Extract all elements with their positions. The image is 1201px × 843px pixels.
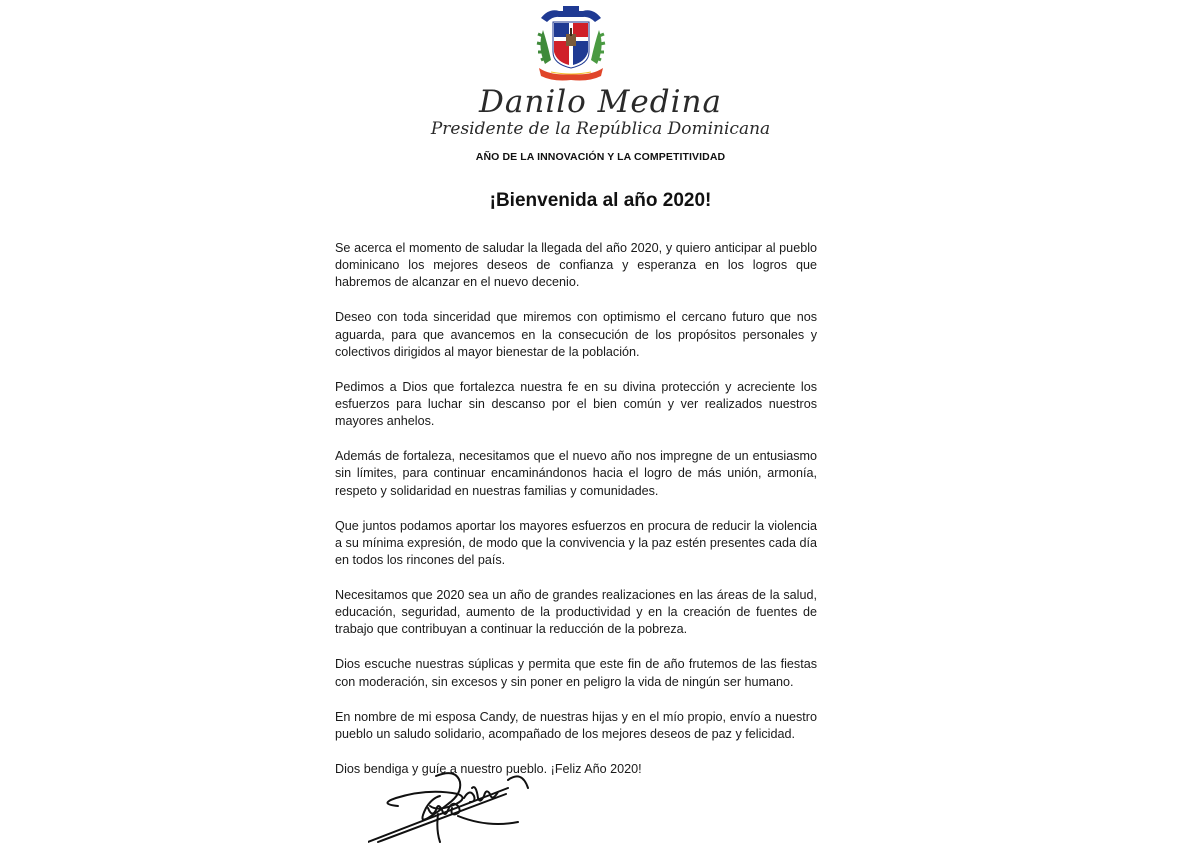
letterhead-title: Presidente de la República Dominicana xyxy=(430,119,771,139)
paragraph: Dios escuche nuestras súplicas y permita que este fin de año frutemos de las fiestas con moderación, sin excesos y sin poner en peligro la vida de ningún ser humano. xyxy=(335,657,817,689)
coat-of-arms-icon xyxy=(531,2,611,82)
paragraph: Necesitamos que 2020 sea un año de grandes realizaciones en las áreas de la salud, educación, seguridad, aumento de la productividad y en la creación de fuentes de trabajo que contribuyan a continuar la reducción de la pobreza. xyxy=(335,588,817,637)
paragraph: Pedimos a Dios que fortalezca nuestra fe en su divina protección y acreciente los esfuerzos para luchar sin descanso por el bien común y ver realizados nuestros mayores anhelos. xyxy=(335,379,817,429)
paragraph: En nombre de mi esposa Candy, de nuestras hijas y en el mío propio, envío a nuestro pueblo un saludo solidario, acompañado de los mejores deseos de paz y felicidad. xyxy=(335,709,817,741)
letterhead-name: Danilo Medina xyxy=(479,84,722,120)
closing-line: Dios bendiga y guíe a nuestro pueblo. ¡Feliz Año 2020! xyxy=(335,761,642,776)
letter-heading: ¡Bienvenida al año 2020! xyxy=(489,190,712,211)
signature-icon xyxy=(368,758,548,843)
paragraph: Se acerca el momento de saludar la llegada del año 2020, y quiero anticipar al pueblo dominicano los mejores deseos de confianza y esperanza en los logros que habremos de alcanzar en el nuevo decenio. xyxy=(335,241,817,290)
letter-body xyxy=(335,240,817,796)
paragraph: Además de fortaleza, necesitamos que el nuevo año nos impregne de un entusiasmo sin límites, para continuar encaminándonos hacia el logro de más unión, armonía, respeto y solidaridad en nuestras familias y comunidades. xyxy=(335,449,817,498)
paragraph: Deseo con toda sinceridad que miremos con optimismo el cercano futuro que nos aguarda, para que avancemos en la consecución de los propósitos personales y colectivos dirigidos al mayor bienestar de la población. xyxy=(335,310,817,359)
paragraph: Que juntos podamos aportar los mayores esfuerzos en procura de reducir la violencia a su mínima expresión, de modo que la convivencia y la paz estén presentes cada día en todos los rincones del país. xyxy=(335,518,817,568)
year-motto: AÑO DE LA INNOVACIÓN Y LA COMPETITIVIDAD xyxy=(475,151,726,163)
